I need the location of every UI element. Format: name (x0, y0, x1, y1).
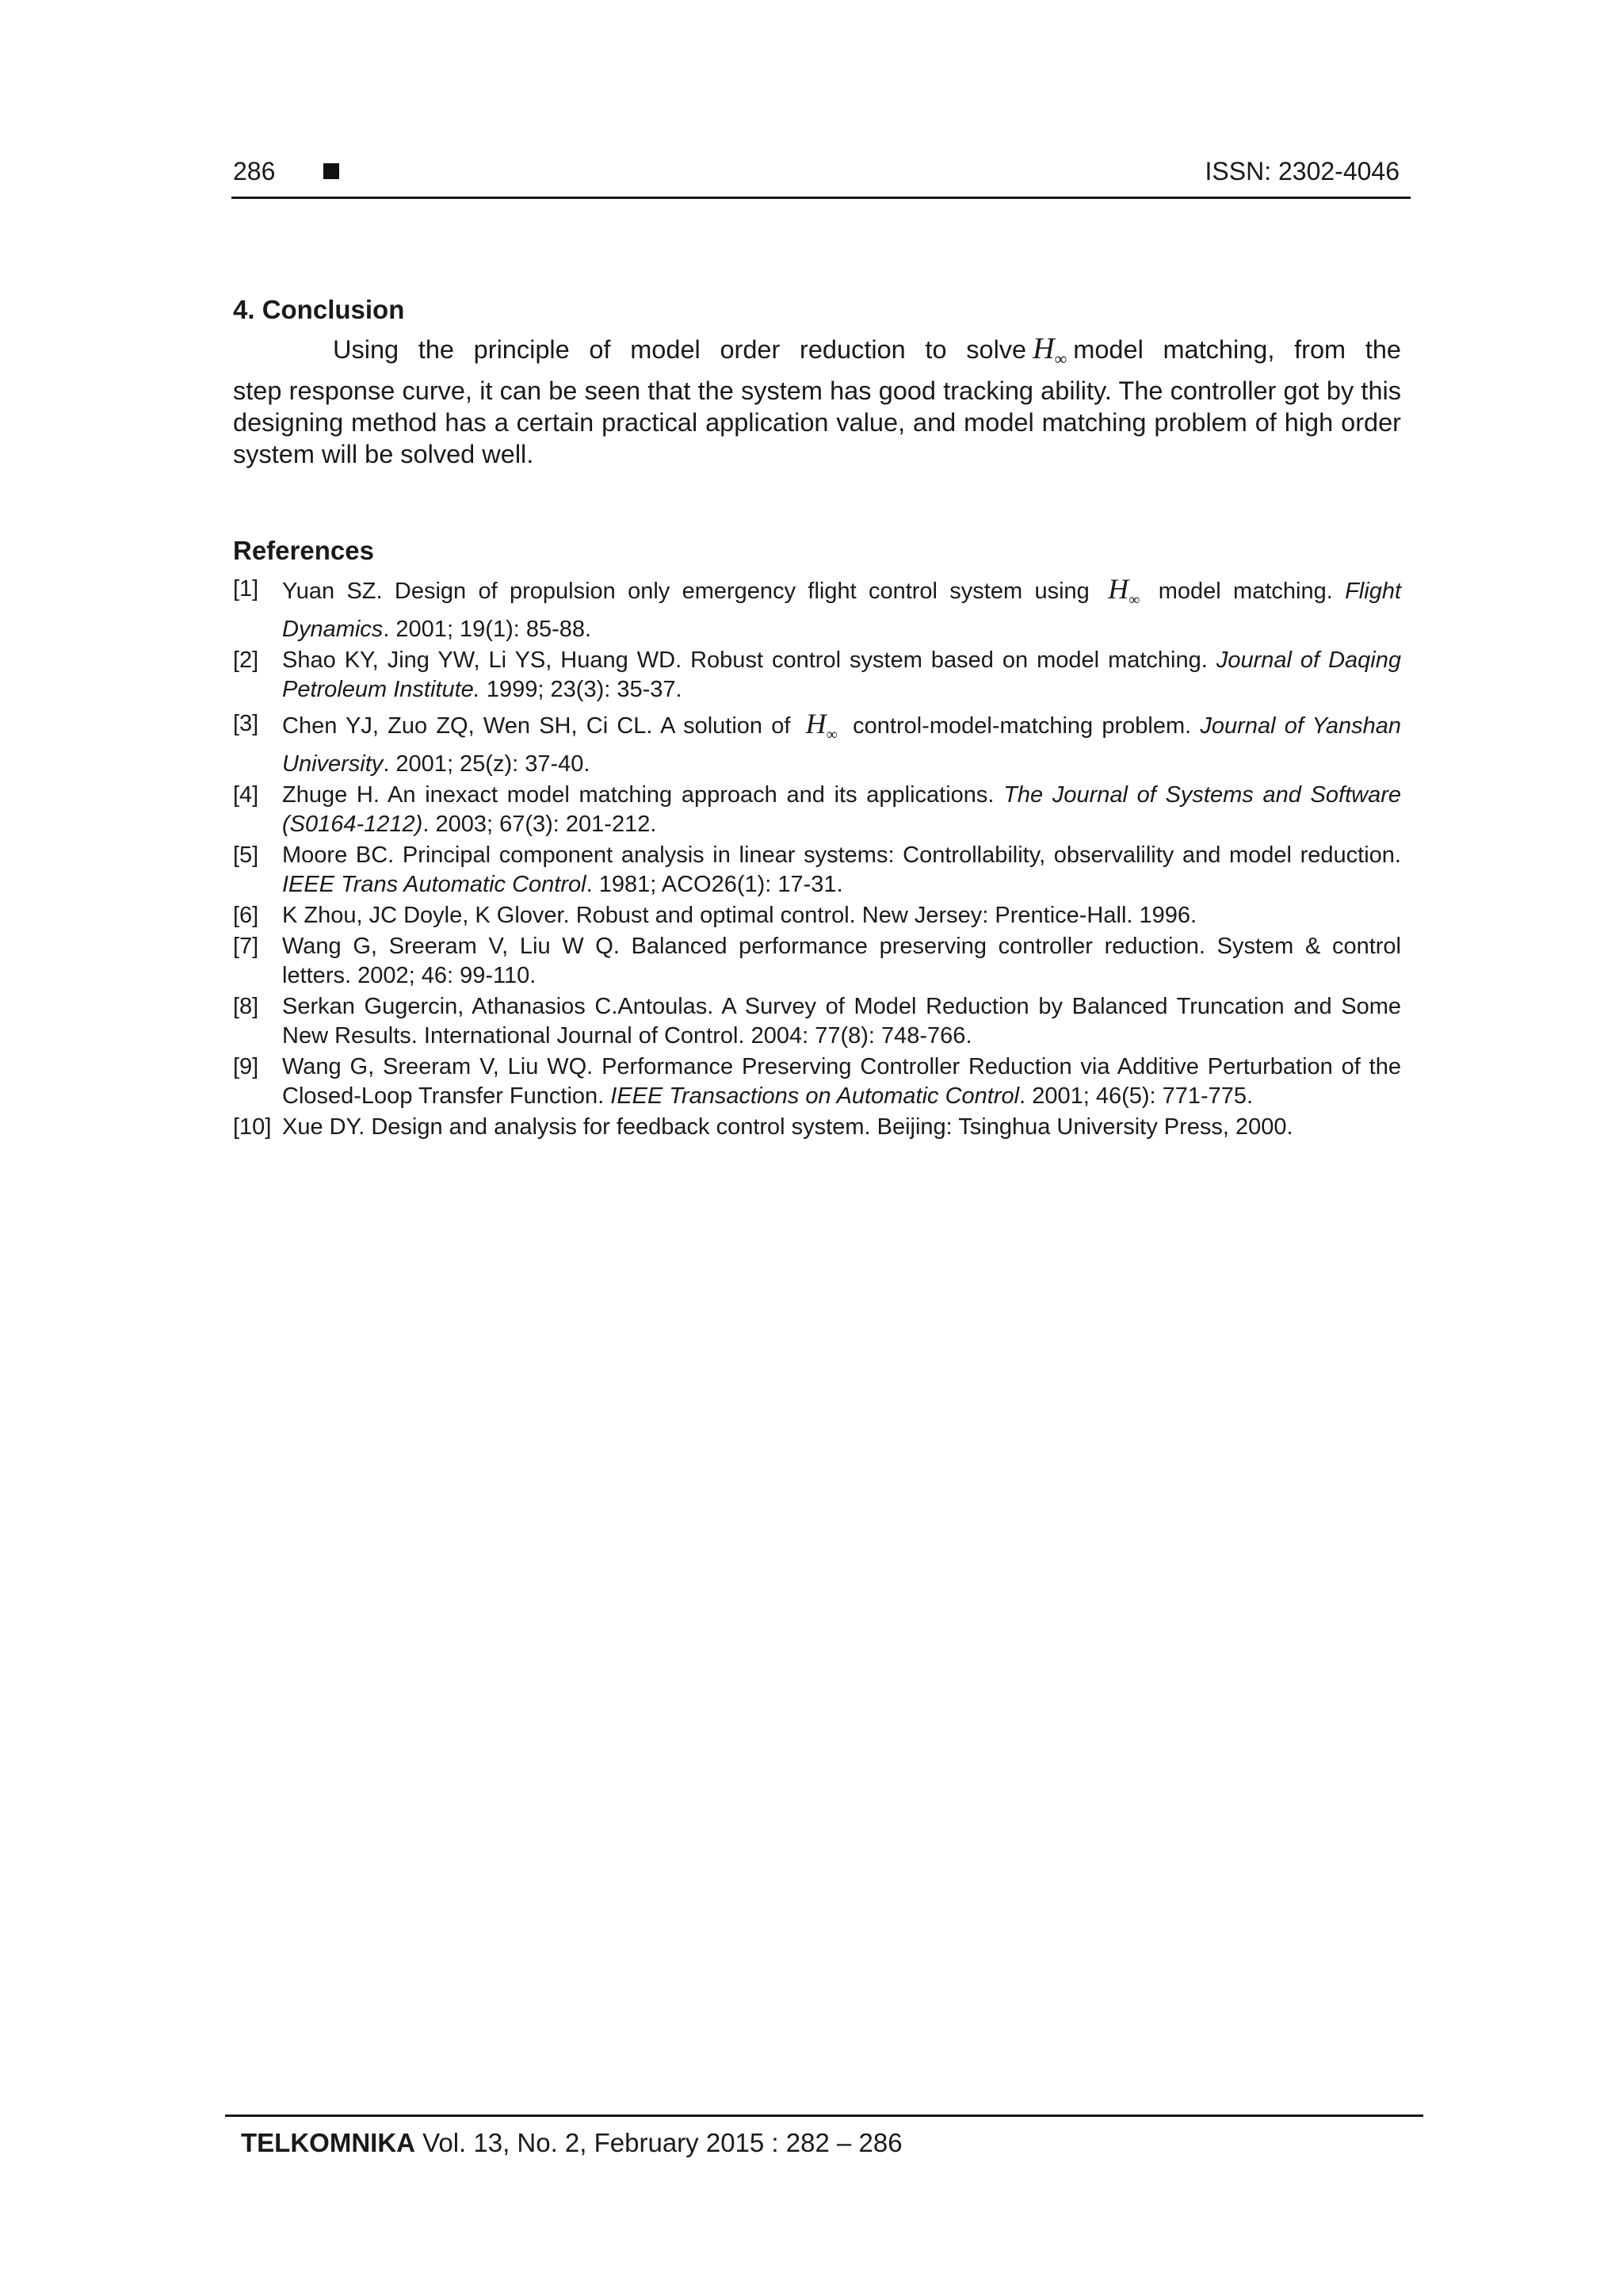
reference-list (233, 575, 1401, 1144)
reference-item-7: [7] Wang G, Sreeram V, Liu W Q. Balanced performance preserving controller reduction. System & control letters. 2002; 46: 99-110. (233, 934, 1401, 988)
black-square-icon (323, 163, 339, 179)
section-title-references: References (233, 536, 374, 565)
reference-journal: IEEE Transactions on Automatic Control (610, 1083, 1020, 1109)
reference-item-9: [9] Wang G, Sreeram V, Liu WQ. Performance Preserving Controller Reduction via Additive Perturbation of the Closed-Loop Transfer Function. IEEE Transactions on Automatic Control. 2001; 46(5): 771-775. (233, 1054, 1401, 1109)
conclusion-text-b: model matching, from the (1073, 335, 1401, 364)
conclusion-text-rest: step response curve, it can be seen that the system has good tracking ability. The controller got by this designing method has a certain practical application value, and model matching problem of high order system will be solved well. (233, 376, 1401, 468)
reference-journal: Journal of Daqing Petroleum Institute. (282, 648, 1401, 702)
h-infinity-symbol: $H_\infty$ (1108, 573, 1140, 609)
reference-journal: Flight Dynamics (282, 579, 1402, 642)
journal-citation: Vol. 13, No. 2, February 2015 : 282 – 286 (414, 2128, 903, 2157)
reference-item-2: [2] Shao KY, Jing YW, Li YS, Huang WD. Robust control system based on model matching. Journal of Daqing Petroleum Institute. 1999; 23(3): 35-37. (233, 648, 1401, 702)
conclusion-paragraph (233, 333, 1401, 470)
issn: ISSN: 2302-4046 (1205, 157, 1400, 185)
reference-journal: Journal of Yanshan University (282, 713, 1401, 777)
h-infinity-symbol: $H_\infty$ (1033, 332, 1067, 369)
reference-item-3: [3] Chen YJ, Zuo ZQ, Wen SH, Ci CL. A solution of $H_\infty$ control-model-matching problem. Journal of Yanshan University. 2001; 25(z): 37-40. (233, 708, 1401, 777)
reference-journal: The Journal of Systems and Software (S0164-1212) (282, 782, 1401, 837)
h-infinity-symbol: $H_\infty$ (805, 708, 838, 743)
section-title-conclusion: 4. Conclusion (233, 295, 405, 324)
page-number: 286 (233, 157, 276, 185)
reference-item-8: [8] Serkan Gugercin, Athanasios C.Antoulas. A Survey of Model Reduction by Balanced Truncation and Some New Results. International Journal of Control. 2004: 77(8): 748-766. (233, 994, 1401, 1049)
reference-item-6: [6] K Zhou, JC Doyle, K Glover. Robust and optimal control. New Jersey: Prentice-Hall. 1996. (233, 903, 1197, 928)
reference-item-4: [4] Zhuge H. An inexact model matching approach and its applications. The Journal of Systems and Software (S0164-1212). 2003; 67(3): 201-212. (233, 782, 1401, 837)
reference-item-1: [1] Yuan SZ. Design of propulsion only emergency flight control system using $H_\infty$ model matching. Flight Dynamics. 2001; 19(1): 85-88. (233, 573, 1402, 642)
reference-journal: IEEE Trans Automatic Control (282, 872, 586, 897)
conclusion-text-a: Using the principle of model order reduction to solve (333, 335, 1027, 364)
reference-item-5: [5] Moore BC. Principal component analysis in linear systems: Controllability, observalility and model reduction. IEEE Trans Automatic Control. 1981; ACO26(1): 17-31. (233, 842, 1401, 897)
reference-item-10: [10] Xue DY. Design and analysis for feedback control system. Beijing: Tsinghua University Press, 2000. (233, 1114, 1293, 1140)
journal-name: TELKOMNIKA (241, 2128, 415, 2157)
page-footer (225, 2115, 1423, 2158)
page-header (231, 151, 1411, 199)
conclusion-first-line (233, 333, 1401, 375)
